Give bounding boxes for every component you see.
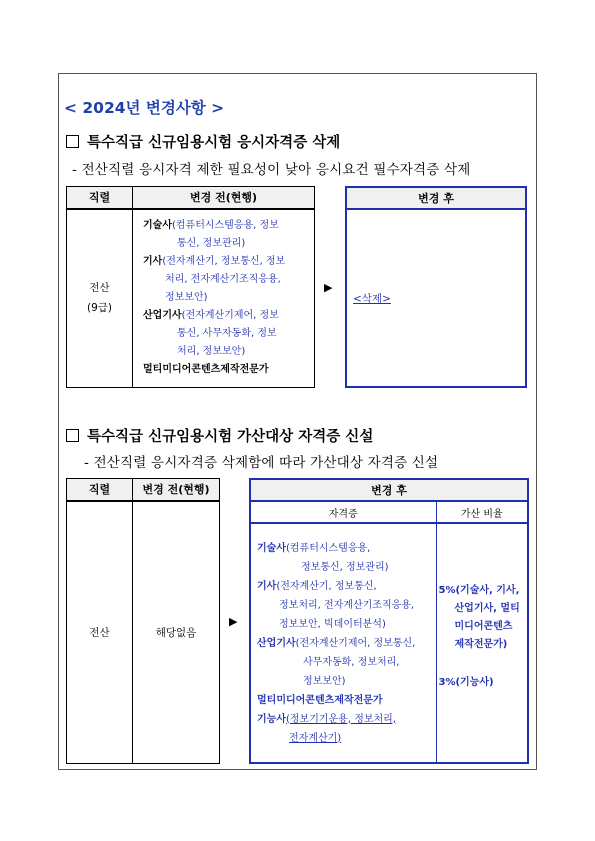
checkbox-icon	[66, 429, 79, 442]
bonus-cell: 5%(기술사, 기사, 산업기사, 멀티 미디어콘텐츠 제작전문가) 3%(기능사)	[436, 523, 528, 763]
after-cell	[346, 209, 526, 387]
arrow-right-icon: ▶	[229, 615, 238, 628]
section2-after-table	[249, 478, 529, 764]
series-cell: 전산	[67, 501, 133, 764]
section2-subtitle: - 전산직렬 응시자격증 삭제함에 따라 가산대상 자격증 신설	[84, 455, 439, 471]
checkbox-icon	[66, 135, 79, 148]
col-header-series: 직렬	[67, 187, 133, 209]
page-title: < 2024년 변경사항 >	[64, 99, 225, 117]
before-cert-list: 기술사(컴퓨터시스템응용, 정보 통신, 정보관리) 기사(전자계산기, 정보통신, 정보 처리, 전자계산기조직응용, 정보보안) 산업기사(전자계산기제어, 정보 통신, 사무자동화, 정보 처리, 정보보안) 멀티미디어콘텐츠제작전문가	[133, 209, 315, 388]
col-header-after: 변경 후	[250, 479, 528, 501]
deleted-label: <삭제>	[353, 292, 391, 305]
section2-before-table	[66, 478, 220, 764]
section2-heading: 특수직급 신규임용시험 가산대상 자격증 신설	[66, 425, 373, 446]
arrow-right-icon: ▶	[324, 281, 333, 294]
cert-list: 기술사(컴퓨터시스템응용, 정보통신, 정보관리) 기사(전자계산기, 정보통신, 정보처리, 전자계산기조직응용, 정보보안, 빅데이터분석) 산업기사(전자계산기제어, 정보통신, 사무자동화, 정보처리, 정보보안) 멀티미디어콘텐츠제작전문가 기능사(정보기기운용, 정보처리, 전자계산기)	[250, 523, 436, 763]
col-header-series: 직렬	[67, 479, 133, 501]
col-header-before: 변경 전(현행)	[133, 187, 315, 209]
col-header-bonus: 가산 비율	[436, 501, 528, 523]
section1-subtitle: - 전산직렬 응시자격 제한 필요성이 낮아 응시요건 필수자격증 삭제	[72, 162, 471, 178]
section1-after-table	[345, 186, 527, 388]
col-header-after: 변경 후	[346, 187, 526, 209]
col-header-before: 변경 전(현행)	[133, 479, 220, 501]
section1-heading: 특수직급 신규임용시험 응시자격증 삭제	[66, 131, 340, 152]
col-header-cert: 자격증	[250, 501, 436, 523]
section1-before-table	[66, 186, 315, 388]
series-cell: 전산 (9급)	[67, 209, 133, 388]
before-cell: 해당없음	[133, 501, 220, 764]
